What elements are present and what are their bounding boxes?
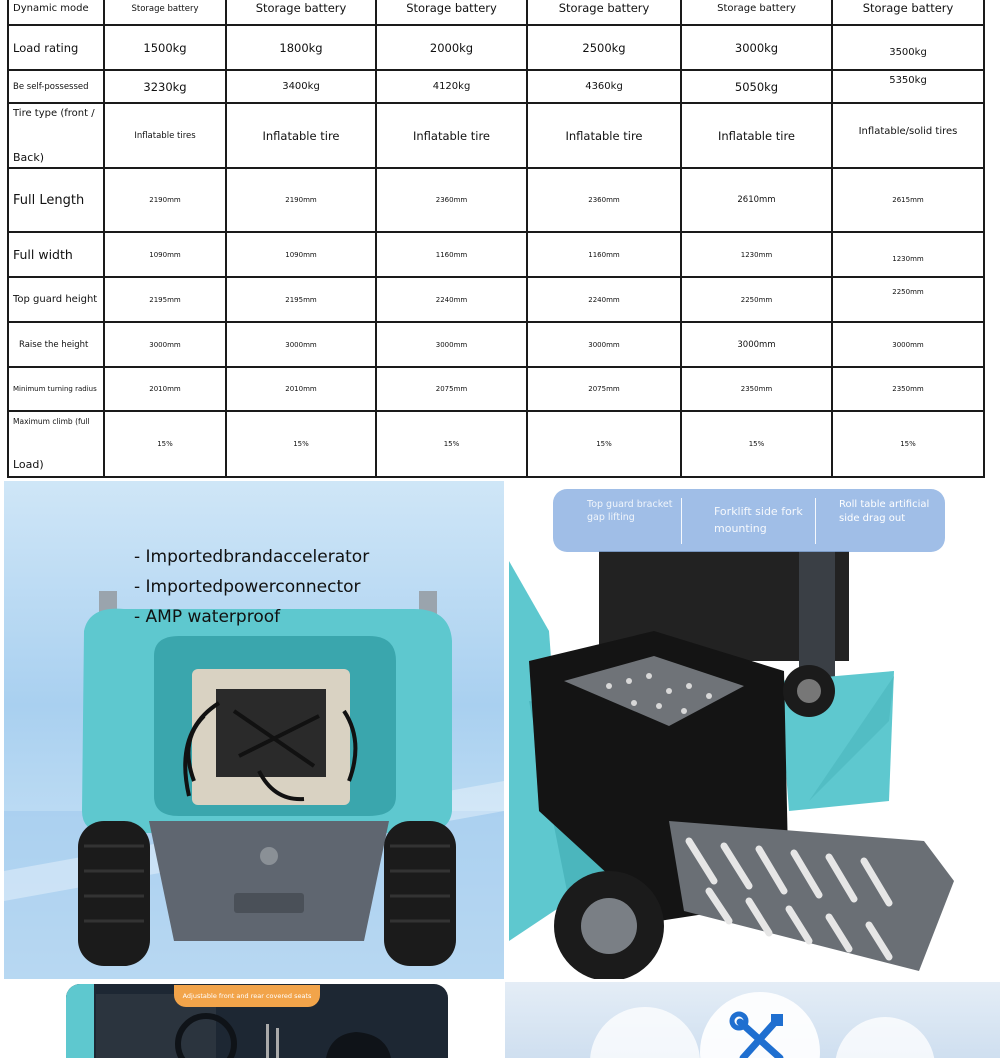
feature-item: - Importedbrandaccelerator: [134, 547, 370, 567]
table-cell: 15%: [527, 411, 681, 477]
row-label-line2: Load): [13, 458, 44, 471]
table-cell: 2500kg: [527, 25, 681, 70]
table-cell: 15%: [376, 411, 527, 477]
table-row: [8, 411, 984, 477]
table-row: [8, 322, 984, 367]
feature-item: - AMP waterproof: [134, 607, 281, 627]
table-cell: 1800kg: [226, 25, 376, 70]
table-cell: 15%: [832, 411, 984, 477]
table-row: [8, 277, 984, 322]
table-cell: 2350mm: [832, 367, 984, 411]
row-label: Dynamic mode: [8, 0, 104, 25]
callout-top-guard: Top guard bracket gap lifting: [587, 499, 673, 523]
callout-divider: [815, 498, 816, 544]
controller-feature-list: [134, 542, 434, 632]
table-cell: Storage battery: [104, 0, 226, 25]
row-label: [8, 411, 104, 477]
row-label: Top guard height: [8, 277, 104, 322]
table-row: [8, 232, 984, 277]
table-cell: 3400kg: [226, 70, 376, 103]
table-cell: 2010mm: [226, 367, 376, 411]
table-cell: 2240mm: [376, 277, 527, 322]
battery-photo: [509, 481, 1000, 979]
table-cell: 2075mm: [527, 367, 681, 411]
table-cell: 15%: [681, 411, 832, 477]
row-label: Be self-possessed: [8, 70, 104, 103]
table-cell: 5050kg: [681, 70, 832, 103]
table-cell: Storage battery: [226, 0, 376, 25]
table-cell: 15%: [226, 411, 376, 477]
table-cell: 5350kg: [832, 70, 984, 103]
table-cell: Storage battery: [832, 0, 984, 25]
seat-caption: Adjustable front and rear covered seats: [174, 985, 320, 1007]
table-cell: 3000mm: [527, 322, 681, 367]
table-cell: Inflatable tire: [681, 103, 832, 168]
table-cell: 2010mm: [104, 367, 226, 411]
table-cell: 2195mm: [226, 277, 376, 322]
table-cell: 3000kg: [681, 25, 832, 70]
row-label: Full width: [8, 232, 104, 277]
wrench-screwdriver-icon: [505, 982, 1000, 1058]
row-label: Raise the height: [8, 322, 104, 367]
table-row: [8, 103, 984, 168]
table-cell: Inflatable tire: [226, 103, 376, 168]
table-cell: 1090mm: [104, 232, 226, 277]
table-cell: Storage battery: [376, 0, 527, 25]
table-cell: 2360mm: [376, 168, 527, 232]
table-cell: 2000kg: [376, 25, 527, 70]
table-cell: 1160mm: [376, 232, 527, 277]
callout-divider: [681, 498, 682, 544]
table-cell: 1500kg: [104, 25, 226, 70]
table-cell: 3230kg: [104, 70, 226, 103]
table-row: [8, 168, 984, 232]
row-label: [8, 103, 104, 168]
row-label: Full Length: [8, 168, 104, 232]
row-label-line1: Maximum climb (full: [13, 417, 90, 426]
callout-roll-table: Roll table artificial side drag out: [839, 499, 930, 524]
battery-rollout-illustration: [509, 481, 1000, 979]
table-cell: 1090mm: [226, 232, 376, 277]
table-row: [8, 25, 984, 70]
table-cell: 2250mm: [832, 277, 984, 322]
table-row: [8, 0, 984, 25]
table-cell: 3000mm: [376, 322, 527, 367]
table-row: [8, 367, 984, 411]
table-cell: 2190mm: [104, 168, 226, 232]
spec-table: [7, 0, 985, 478]
table-cell: 1230mm: [681, 232, 832, 277]
table-cell: 15%: [104, 411, 226, 477]
callout-side-fork: Forklift side fork mounting: [714, 505, 803, 535]
row-label-line2: Back): [13, 150, 44, 164]
table-cell: 2195mm: [104, 277, 226, 322]
table-cell: 3000mm: [226, 322, 376, 367]
table-cell: 2240mm: [527, 277, 681, 322]
table-cell: Inflatable tire: [527, 103, 681, 168]
table-cell: Inflatable tires: [104, 103, 226, 168]
table-cell: 2615mm: [832, 168, 984, 232]
row-label: Load rating: [8, 25, 104, 70]
table-cell: 2190mm: [226, 168, 376, 232]
table-cell: 1230mm: [832, 232, 984, 277]
table-cell: Storage battery: [527, 0, 681, 25]
row-label: Minimum turning radius: [8, 367, 104, 411]
service-banner: [505, 982, 1000, 1058]
table-cell: 2075mm: [376, 367, 527, 411]
table-cell: 2360mm: [527, 168, 681, 232]
table-cell: 4120kg: [376, 70, 527, 103]
table-cell: 2250mm: [681, 277, 832, 322]
table-cell: Storage battery: [681, 0, 832, 25]
table-cell: Inflatable tire: [376, 103, 527, 168]
table-cell: 3000mm: [832, 322, 984, 367]
table-cell: 2350mm: [681, 367, 832, 411]
table-cell: 3000mm: [104, 322, 226, 367]
table-cell: 3500kg: [832, 25, 984, 70]
table-cell: Inflatable/solid tires: [832, 103, 984, 168]
table-cell: 4360kg: [527, 70, 681, 103]
table-cell: 1160mm: [527, 232, 681, 277]
table-cell: 2610mm: [681, 168, 832, 232]
row-label-line1: Tire type (front /: [13, 107, 95, 119]
feature-item: - Importedpowerconnector: [134, 577, 361, 597]
table-row: [8, 70, 984, 103]
table-cell: 3000mm: [681, 322, 832, 367]
